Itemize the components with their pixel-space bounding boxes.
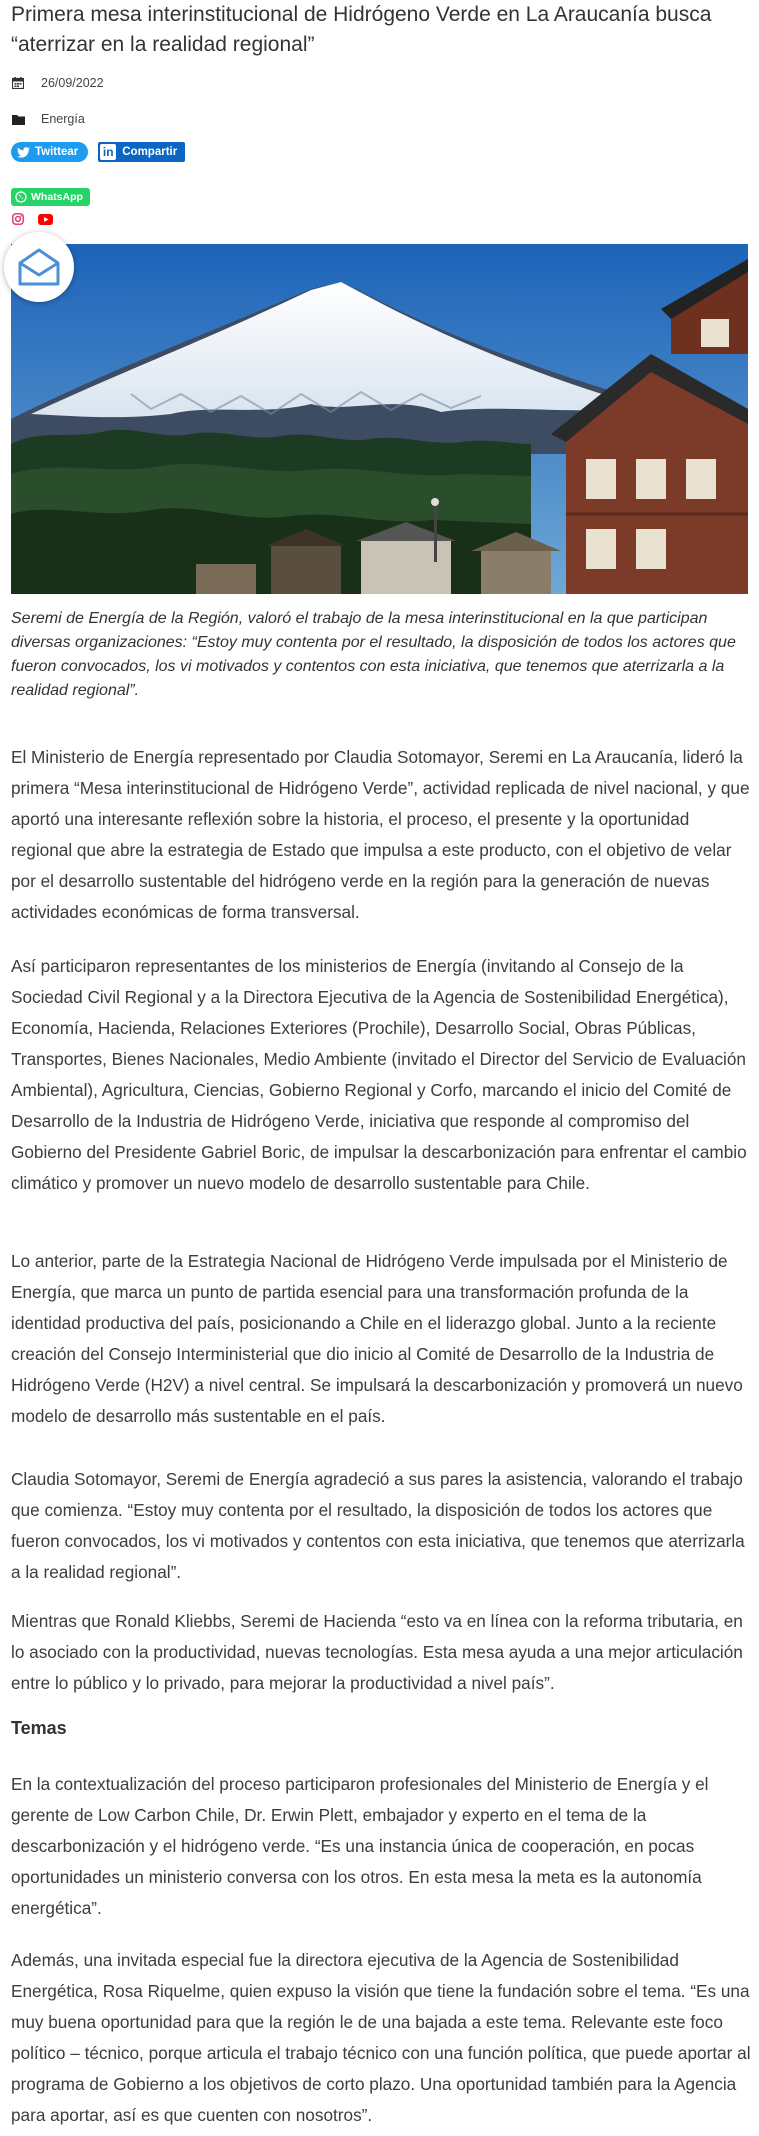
category-row bbox=[11, 112, 85, 126]
section-heading-temas: Temas bbox=[11, 1718, 67, 1738]
twitter-icon bbox=[17, 147, 30, 158]
article-title: Primera mesa interinstitucional de Hidrógeno Verde en La Araucanía busca “aterrizar en la realidad regional” bbox=[11, 3, 712, 56]
article-date: 26/09/2022 bbox=[41, 76, 104, 90]
paragraph-4: Claudia Sotomayor, Seremi de Energía agradeció a sus pares la asistencia, valorando el trabajo que comienza. “Estoy muy contenta por el resultado, la disposición de todos los actores que fueron convocados, los vi motivados y contentos con esta iniciativa, que tenemos que aterrizarla a la realidad regional”. bbox=[11, 1469, 745, 1582]
category-link[interactable]: Energía bbox=[41, 112, 85, 126]
folder-icon bbox=[11, 112, 25, 126]
paragraph-7: Además, una invitada especial fue la directora ejecutiva de la Agencia de Sostenibilidad Energética, Rosa Riquelme, quien expuso la visión que tiene la fundación sobre el tema. “Es una muy buena oportunidad para que la región le de una bajada a este tema. Relevante este foco político – técnico, porque articula el trabajo técnico con una función política, que puede aportar al programa de Gobierno a los objetivos de corto plazo. Una oportunidad también para la Agencia para aportar, así es que cuenten con nosotros”. bbox=[11, 1950, 751, 2125]
paragraph-5: Mientras que Ronald Kliebbs, Seremi de Hacienda “esto va en línea con la reforma tributaria, en lo asociado con la productividad, nuevas tecnologías. Esta mesa ayuda a una mejor articulación entre lo público y lo privado, para mejorar la productividad a nivel país”. bbox=[11, 1611, 743, 1693]
whatsapp-share-label: WhatsApp bbox=[31, 191, 83, 203]
twitter-share-label: Twittear bbox=[35, 146, 79, 158]
image-caption: Seremi de Energía de la Región, valoró el trabajo de la mesa interinstitucional en la que participan diversas organizaciones: “Estoy muy contenta por el resultado, la disposición de todos los actores que fueron convocados, los vi motivados y contentos con esta iniciativa, que tenemos que aterrizarla a la realidad regional”. bbox=[11, 610, 736, 699]
twitter-share-button[interactable] bbox=[11, 142, 88, 162]
newsletter-button[interactable] bbox=[4, 232, 74, 302]
youtube-icon[interactable] bbox=[38, 214, 53, 225]
whatsapp-share-button[interactable] bbox=[11, 188, 90, 206]
share-buttons bbox=[11, 142, 185, 162]
whatsapp-icon bbox=[15, 191, 27, 203]
linkedin-share-button[interactable] bbox=[98, 142, 185, 162]
linkedin-share-label: Compartir bbox=[122, 146, 178, 158]
date-row bbox=[11, 76, 104, 90]
paragraph-2: Así participaron representantes de los ministerios de Energía (invitando al Consejo de la Sociedad Civil Regional y a la Directora Ejecutiva de la Agencia de Sostenibilidad Energética), Economía, Hacienda, Relaciones Exteriores (Prochile), Desarrollo Social, Obras Públicas, Transportes, Bienes Nacionales, Medio Ambiente (invitado el Director del Servicio de Evaluación Ambiental), Agricultura, Ciencias, Gobierno Regional y Corfo, marcando el inicio del Comité de Desarrollo de la Industria de Hidrógeno Verde, iniciativa que responde al compromiso del Gobierno del Presidente Gabriel Boric, de impulsar la descarbonización para enfrentar el cambio climático y promover un nuevo modelo de desarrollo sustentable para Chile. bbox=[11, 956, 747, 1193]
calendar-icon bbox=[11, 76, 25, 90]
hero-image bbox=[11, 244, 748, 594]
instagram-icon[interactable] bbox=[12, 213, 24, 225]
paragraph-6: En la contextualización del proceso participaron profesionales del Ministerio de Energía y el gerente de Low Carbon Chile, Dr. Erwin Plett, embajador y experto en el tema de la descarbonización y el hidrógeno verde. “Es una instancia única de cooperación, en pocas oportunidades un ministerio conversa con los otros. En esta mesa la meta es la autonomía energética”. bbox=[11, 1774, 709, 1918]
mail-icon bbox=[17, 247, 61, 287]
linkedin-icon: in bbox=[100, 144, 116, 160]
paragraph-1: El Ministerio de Energía representado por Claudia Sotomayor, Seremi en La Araucanía, lideró la primera “Mesa interinstitucional de Hidrógeno Verde”, actividad replicada de nivel nacional, y que aportó una interesante reflexión sobre la historia, el proceso, el presente y la oportunidad regional que abre la estrategia de Estado que impulsa a este producto, con el objetivo de velar por el desarrollo sustentable del hidrógeno verde en la región para la generación de nuevas actividades económicas de forma transversal. bbox=[11, 747, 750, 922]
social-links bbox=[12, 213, 53, 225]
paragraph-3: Lo anterior, parte de la Estrategia Nacional de Hidrógeno Verde impulsada por el Ministerio de Energía, que marca un punto de partida esencial para una transformación profunda de la identidad productiva del país, posicionando a Chile en el liderazgo global. Junto a la reciente creación del Consejo Interministerial que dio inicio al Comité de Desarrollo de la Industria de Hidrógeno Verde (H2V) a nivel central. Se impulsará la descarbonización y promoverá un nuevo modelo de desarrollo más sustentable en el país. bbox=[11, 1251, 743, 1426]
